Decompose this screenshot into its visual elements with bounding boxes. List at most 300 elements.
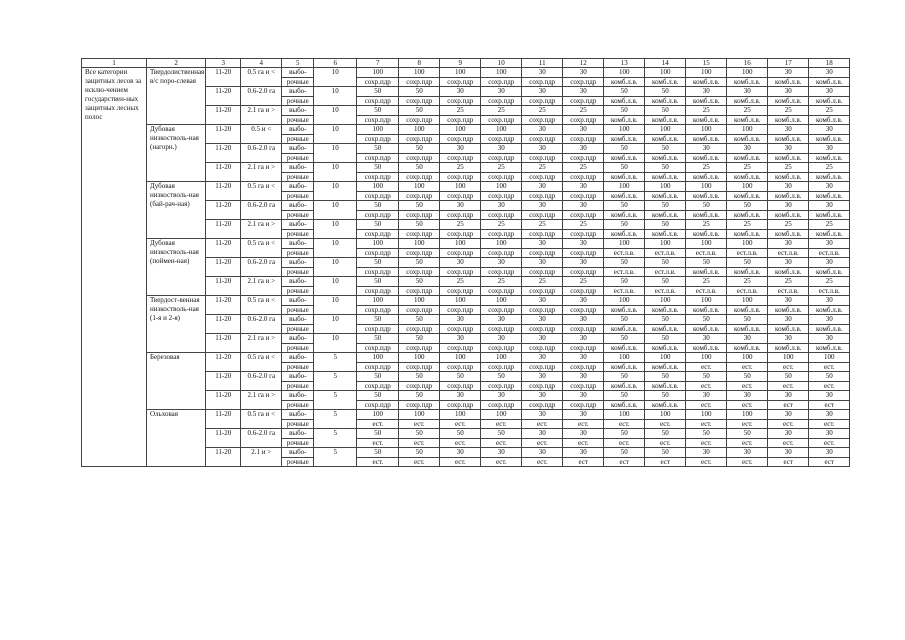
column-6-value: 10 (314, 182, 357, 201)
share-value: 25 (727, 220, 768, 230)
cut-type: рочные (282, 306, 314, 315)
regeneration-method: сохр.пдр (563, 211, 604, 220)
share-value: 100 (645, 410, 686, 420)
share-value: 30 (522, 429, 563, 439)
table-row (82, 410, 850, 420)
share-value: 100 (440, 125, 481, 135)
share-value: 30 (809, 258, 850, 268)
share-value: 25 (809, 277, 850, 287)
share-value: 25 (440, 163, 481, 173)
share-value: 100 (727, 239, 768, 249)
share-value: 50 (357, 144, 399, 154)
share-value: 50 (357, 163, 399, 173)
share-value: 30 (522, 410, 563, 420)
share-value: 100 (604, 353, 645, 363)
share-value: 30 (809, 68, 850, 78)
share-value: 50 (604, 163, 645, 173)
share-value: 50 (399, 87, 440, 97)
area-range: 2.1 га и > (241, 220, 282, 239)
regeneration-method: ест.л.в. (604, 249, 645, 258)
share-value: 100 (686, 239, 727, 249)
stand-type: Твердолиственная в/с поро-слевая (147, 68, 206, 125)
share-value: 25 (809, 106, 850, 116)
cut-type: выбо- (282, 448, 314, 458)
column-number: 4 (241, 59, 282, 68)
table-row (82, 125, 850, 135)
share-value: 50 (357, 201, 399, 211)
regeneration-method: ест. (768, 363, 809, 372)
share-value: 30 (809, 429, 850, 439)
share-value: 30 (768, 315, 809, 325)
share-value: 50 (604, 448, 645, 458)
column-6-value: 10 (314, 87, 357, 106)
share-value: 50 (727, 201, 768, 211)
share-value: 25 (563, 277, 604, 287)
share-value: 30 (809, 125, 850, 135)
share-value: 30 (809, 239, 850, 249)
regeneration-method: комб.л.в. (727, 192, 768, 201)
share-value: 30 (440, 315, 481, 325)
column-number: 3 (206, 59, 241, 68)
regeneration-method: сохр.пдр (440, 401, 481, 410)
share-value: 100 (604, 182, 645, 192)
regeneration-method: сохр.пдр (399, 192, 440, 201)
regeneration-method: комб.л.в. (686, 230, 727, 239)
regeneration-method: сохр.пдр (399, 382, 440, 391)
regeneration-method: ест.л.в. (727, 249, 768, 258)
cut-type: рочные (282, 287, 314, 296)
share-value: 100 (481, 239, 522, 249)
share-value: 25 (727, 277, 768, 287)
age-range: 11-20 (206, 353, 241, 372)
regeneration-method: сохр.пдр (522, 268, 563, 277)
share-value: 30 (768, 258, 809, 268)
regeneration-method: сохр.пдр (357, 268, 399, 277)
share-value: 25 (809, 220, 850, 230)
share-value: 50 (686, 429, 727, 439)
share-value: 50 (399, 334, 440, 344)
share-value: 30 (686, 448, 727, 458)
regeneration-method: ест. (768, 439, 809, 448)
share-value: 50 (399, 163, 440, 173)
regulation-table (81, 58, 850, 467)
regeneration-method: сохр.пдр (399, 135, 440, 144)
regeneration-method: сохр.пдр (563, 230, 604, 239)
share-value: 50 (604, 201, 645, 211)
regeneration-method: сохр.пдр (522, 401, 563, 410)
share-value: 50 (399, 220, 440, 230)
regeneration-method: сохр.пдр (357, 325, 399, 334)
regeneration-method: комб.л.в. (809, 78, 850, 87)
cut-type: рочные (282, 230, 314, 239)
regeneration-method: комб.л.в. (645, 306, 686, 315)
share-value: 100 (399, 125, 440, 135)
share-value: 100 (768, 353, 809, 363)
share-value: 50 (645, 258, 686, 268)
share-value: 100 (645, 296, 686, 306)
regeneration-method: комб.л.в. (604, 154, 645, 163)
share-value: 100 (357, 410, 399, 420)
regeneration-method: комб.л.в. (727, 306, 768, 315)
regeneration-method: ест (645, 458, 686, 467)
share-value: 50 (399, 391, 440, 401)
share-value: 50 (357, 429, 399, 439)
regeneration-method: комб.л.в. (686, 173, 727, 182)
share-value: 50 (645, 448, 686, 458)
regeneration-method: ест. (686, 458, 727, 467)
column-6-value: 5 (314, 448, 357, 467)
share-value: 30 (563, 258, 604, 268)
regeneration-method: комб.л.в. (686, 135, 727, 144)
age-range: 11-20 (206, 277, 241, 296)
regeneration-method: сохр.пдр (481, 306, 522, 315)
age-range: 11-20 (206, 239, 241, 258)
share-value: 100 (809, 353, 850, 363)
share-value: 30 (768, 296, 809, 306)
regeneration-method: сохр.пдр (522, 230, 563, 239)
share-value: 30 (563, 201, 604, 211)
area-range: 2.1 га и > (241, 163, 282, 182)
share-value: 50 (645, 334, 686, 344)
cut-type: рочные (282, 325, 314, 334)
column-number: 8 (399, 59, 440, 68)
regeneration-method: сохр.пдр (357, 97, 399, 106)
regeneration-method: сохр.пдр (440, 192, 481, 201)
share-value: 100 (440, 68, 481, 78)
regeneration-method: комб.л.в. (686, 192, 727, 201)
regeneration-method: сохр.пдр (563, 78, 604, 87)
share-value: 25 (686, 106, 727, 116)
cut-type: рочные (282, 363, 314, 372)
regeneration-method: сохр.пдр (563, 268, 604, 277)
share-value: 30 (768, 429, 809, 439)
share-value: 30 (522, 144, 563, 154)
stand-type: Твердост-венная низкостволь-ная (1-я и 2-я) (147, 296, 206, 353)
share-value: 50 (399, 315, 440, 325)
regeneration-method: ест. (727, 420, 768, 429)
regeneration-method: сохр.пдр (481, 154, 522, 163)
regeneration-method: комб.л.в. (686, 268, 727, 277)
share-value: 30 (563, 239, 604, 249)
column-6-value: 5 (314, 372, 357, 391)
share-value: 25 (768, 220, 809, 230)
share-value: 50 (645, 87, 686, 97)
share-value: 50 (357, 448, 399, 458)
share-value: 30 (768, 125, 809, 135)
share-value: 50 (440, 429, 481, 439)
regeneration-method: комб.л.в. (645, 116, 686, 125)
table-row (82, 296, 850, 306)
column-6-value: 5 (314, 391, 357, 410)
cut-type: выбо- (282, 163, 314, 173)
share-value: 100 (357, 353, 399, 363)
share-value: 100 (357, 182, 399, 192)
share-value: 30 (563, 125, 604, 135)
share-value: 50 (645, 144, 686, 154)
share-value: 50 (399, 144, 440, 154)
column-number: 9 (440, 59, 481, 68)
regeneration-method: ест.л.в. (686, 287, 727, 296)
cut-type: рочные (282, 173, 314, 182)
regeneration-method: сохр.пдр (399, 173, 440, 182)
share-value: 30 (522, 353, 563, 363)
regeneration-method: ест. (645, 420, 686, 429)
share-value: 25 (522, 163, 563, 173)
share-value: 100 (357, 125, 399, 135)
regeneration-method: комб.л.в. (604, 97, 645, 106)
regeneration-method: комб.л.в. (768, 192, 809, 201)
share-value: 50 (604, 429, 645, 439)
regeneration-method: сохр.пдр (522, 173, 563, 182)
regeneration-method: ест. (563, 420, 604, 429)
regeneration-method: сохр.пдр (357, 249, 399, 258)
share-value: 50 (357, 220, 399, 230)
share-value: 30 (809, 334, 850, 344)
age-range: 11-20 (206, 220, 241, 239)
share-value: 25 (481, 220, 522, 230)
share-value: 30 (563, 315, 604, 325)
share-value: 30 (686, 334, 727, 344)
regeneration-method: сохр.пдр (440, 116, 481, 125)
regeneration-method: сохр.пдр (563, 382, 604, 391)
regeneration-method: сохр.пдр (440, 154, 481, 163)
cut-type: выбо- (282, 220, 314, 230)
share-value: 30 (768, 410, 809, 420)
share-value: 30 (522, 391, 563, 401)
age-range: 11-20 (206, 372, 241, 391)
age-range: 11-20 (206, 410, 241, 429)
regeneration-method: ест. (399, 439, 440, 448)
regeneration-method: ест. (481, 458, 522, 467)
share-value: 30 (768, 239, 809, 249)
share-value: 50 (399, 258, 440, 268)
cut-type: выбо- (282, 334, 314, 344)
share-value: 50 (727, 429, 768, 439)
regeneration-method: комб.л.в. (645, 154, 686, 163)
regeneration-method: комб.л.в. (768, 230, 809, 239)
regeneration-method: сохр.пдр (522, 116, 563, 125)
share-value: 50 (645, 106, 686, 116)
regeneration-method: ест.л.в. (686, 249, 727, 258)
stand-type: Березовая (147, 353, 206, 410)
share-value: 100 (481, 410, 522, 420)
share-value: 30 (563, 144, 604, 154)
share-value: 50 (604, 372, 645, 382)
regeneration-method: сохр.пдр (481, 173, 522, 182)
regeneration-method: комб.л.в. (604, 363, 645, 372)
regeneration-method: комб.л.в. (645, 173, 686, 182)
share-value: 100 (686, 68, 727, 78)
area-range: 2.1 га и > (241, 277, 282, 296)
share-value: 30 (727, 448, 768, 458)
share-value: 30 (563, 182, 604, 192)
share-value: 50 (357, 277, 399, 287)
area-range: 0.5 га и < (241, 296, 282, 315)
regeneration-method: комб.л.в. (768, 116, 809, 125)
regeneration-method: сохр.пдр (522, 154, 563, 163)
share-value: 50 (645, 315, 686, 325)
column-6-value: 10 (314, 144, 357, 163)
regeneration-method: сохр.пдр (522, 211, 563, 220)
column-6-value: 10 (314, 201, 357, 220)
share-value: 25 (440, 106, 481, 116)
regeneration-method: сохр.пдр (357, 382, 399, 391)
regeneration-method: комб.л.в. (768, 211, 809, 220)
area-range: 0.5 га и < (241, 353, 282, 372)
regeneration-method: комб.л.в. (604, 382, 645, 391)
regeneration-method: ест. (481, 439, 522, 448)
regeneration-method: сохр.пдр (481, 97, 522, 106)
regeneration-method: сохр.пдр (481, 363, 522, 372)
share-value: 50 (727, 372, 768, 382)
column-6-value: 10 (314, 163, 357, 182)
regeneration-method: ест. (809, 420, 850, 429)
regeneration-method: комб.л.в. (645, 230, 686, 239)
share-value: 100 (686, 125, 727, 135)
regeneration-method: ест. (522, 420, 563, 429)
share-value: 100 (727, 353, 768, 363)
regeneration-method: сохр.пдр (481, 268, 522, 277)
regeneration-method: комб.л.в. (604, 401, 645, 410)
share-value: 30 (522, 125, 563, 135)
area-range: 0.6-2.0 га (241, 144, 282, 163)
regeneration-method: комб.л.в. (645, 363, 686, 372)
regeneration-method: сохр.пдр (522, 97, 563, 106)
share-value: 50 (357, 87, 399, 97)
share-value: 100 (357, 68, 399, 78)
share-value: 100 (440, 182, 481, 192)
regeneration-method: сохр.пдр (399, 211, 440, 220)
regeneration-method: комб.л.в. (727, 211, 768, 220)
regeneration-method: сохр.пдр (481, 287, 522, 296)
regeneration-method: сохр.пдр (522, 287, 563, 296)
age-range: 11-20 (206, 315, 241, 334)
share-value: 30 (563, 448, 604, 458)
share-value: 100 (440, 296, 481, 306)
regeneration-method: комб.л.в. (809, 173, 850, 182)
regeneration-method: сохр.пдр (522, 78, 563, 87)
share-value: 30 (768, 182, 809, 192)
area-range: 2.1 га и > (241, 106, 282, 125)
cut-type: выбо- (282, 68, 314, 78)
regeneration-method: комб.л.в. (645, 401, 686, 410)
regeneration-method: комб.л.в. (645, 211, 686, 220)
regeneration-method: комб.л.в. (809, 192, 850, 201)
age-range: 11-20 (206, 144, 241, 163)
regeneration-method: ест. (604, 439, 645, 448)
regeneration-method: сохр.пдр (440, 230, 481, 239)
share-value: 25 (768, 277, 809, 287)
share-value: 30 (768, 68, 809, 78)
column-number: 1 (82, 59, 147, 68)
regeneration-method: комб.л.в. (645, 192, 686, 201)
regeneration-method: сохр.пдр (440, 344, 481, 353)
regeneration-method: ест. (357, 420, 399, 429)
share-value: 30 (809, 410, 850, 420)
column-number: 5 (282, 59, 314, 68)
area-range: 0.6-2.0 га (241, 429, 282, 448)
regeneration-method: сохр.пдр (399, 401, 440, 410)
regeneration-method: сохр.пдр (440, 363, 481, 372)
regeneration-method: сохр.пдр (481, 325, 522, 334)
column-number: 7 (357, 59, 399, 68)
cut-type: выбо- (282, 353, 314, 363)
regeneration-method: сохр.пдр (399, 306, 440, 315)
share-value: 25 (686, 220, 727, 230)
age-range: 11-20 (206, 448, 241, 467)
share-value: 100 (645, 182, 686, 192)
cut-type: рочные (282, 154, 314, 163)
regeneration-method: комб.л.в. (686, 154, 727, 163)
regeneration-method: сохр.пдр (522, 344, 563, 353)
column-6-value: 10 (314, 296, 357, 315)
share-value: 50 (604, 220, 645, 230)
cut-type: рочные (282, 268, 314, 277)
regeneration-method: комб.л.в. (604, 116, 645, 125)
share-value: 25 (768, 106, 809, 116)
cut-type: рочные (282, 116, 314, 125)
regeneration-method: ест.л.в. (768, 249, 809, 258)
share-value: 50 (645, 277, 686, 287)
regeneration-method: сохр.пдр (522, 249, 563, 258)
regeneration-method: сохр.пдр (481, 249, 522, 258)
column-6-value: 5 (314, 410, 357, 429)
area-range: 2.1 и > (241, 448, 282, 467)
regeneration-method: сохр.пдр (399, 249, 440, 258)
column-number: 6 (314, 59, 357, 68)
table-row (82, 239, 850, 249)
regeneration-method: комб.л.в. (727, 173, 768, 182)
cut-type: рочные (282, 249, 314, 258)
regeneration-method: сохр.пдр (481, 211, 522, 220)
regeneration-method: ест. (727, 458, 768, 467)
share-value: 25 (563, 106, 604, 116)
share-value: 30 (522, 258, 563, 268)
share-value: 100 (399, 410, 440, 420)
column-6-value: 10 (314, 277, 357, 296)
cut-type: выбо- (282, 125, 314, 135)
share-value: 25 (481, 277, 522, 287)
regeneration-method: комб.л.в. (604, 211, 645, 220)
share-value: 100 (440, 410, 481, 420)
share-value: 50 (481, 372, 522, 382)
share-value: 100 (399, 182, 440, 192)
regeneration-method: ест. (809, 439, 850, 448)
regeneration-method: ест. (686, 439, 727, 448)
cut-type: выбо- (282, 315, 314, 325)
share-value: 100 (481, 353, 522, 363)
regeneration-method: комб.л.в. (809, 97, 850, 106)
share-value: 100 (645, 353, 686, 363)
share-value: 30 (522, 239, 563, 249)
regeneration-method: сохр.пдр (563, 287, 604, 296)
regeneration-method: сохр.пдр (563, 173, 604, 182)
area-range: 0.6-2.0 га (241, 201, 282, 220)
regeneration-method: сохр.пдр (440, 325, 481, 334)
regeneration-method: ест. (481, 420, 522, 429)
share-value: 50 (645, 372, 686, 382)
share-value: 25 (563, 220, 604, 230)
regeneration-method: комб.л.в. (645, 325, 686, 334)
share-value: 30 (809, 391, 850, 401)
regeneration-method: сохр.пдр (481, 192, 522, 201)
regeneration-method: ест. (686, 401, 727, 410)
regeneration-method: ест. (686, 420, 727, 429)
share-value: 30 (440, 258, 481, 268)
share-value: 25 (686, 163, 727, 173)
share-value: 100 (727, 296, 768, 306)
regeneration-method: ест. (686, 382, 727, 391)
